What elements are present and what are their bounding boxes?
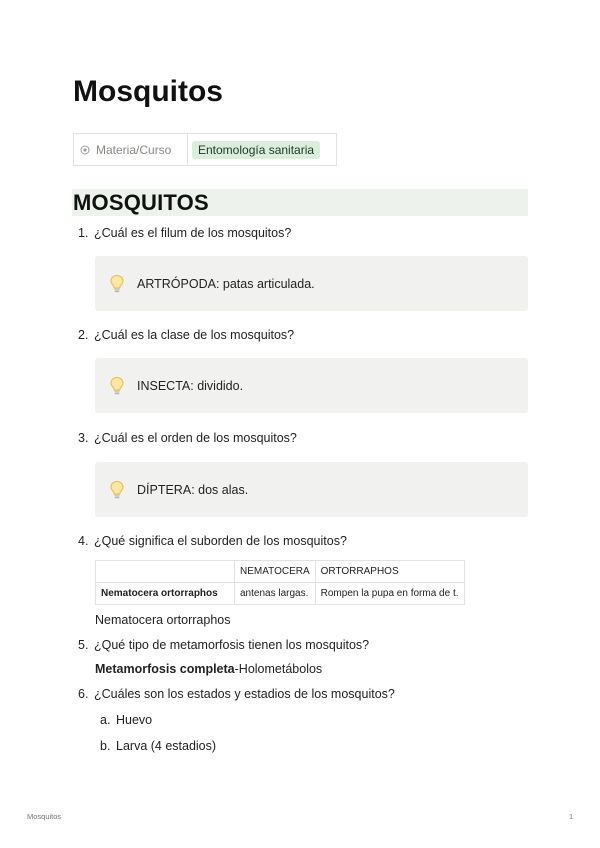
callout-term: DÍPTERA (137, 482, 192, 497)
table-row (96, 583, 465, 605)
list-number: 2. (78, 328, 89, 342)
callout-text (137, 379, 243, 393)
callout (95, 358, 528, 413)
list-number: 4. (78, 534, 89, 548)
subject-tag: Entomología sanitaria (192, 141, 320, 159)
property-key-label: Materia/Curso (96, 142, 172, 157)
sub-list-text: Huevo (116, 713, 153, 727)
lightbulb-icon (109, 376, 125, 396)
question-text: ¿Cuál es el filum de los mosquitos? (94, 226, 292, 240)
question-text: ¿Cuál es la clase de los mosquitos? (94, 328, 295, 342)
list-item (78, 533, 347, 549)
table-header-row (96, 561, 465, 583)
sub-list-letter: b. (100, 739, 111, 753)
property-row[interactable] (73, 133, 337, 166)
sub-list-text: Larva (4 estadios) (116, 739, 217, 753)
answer-rest: -Holometábolos (234, 662, 323, 676)
suborder-table (95, 560, 465, 605)
question-text: ¿Qué tipo de metamorfosis tienen los mosquitos? (94, 638, 370, 652)
section-heading: MOSQUITOS (72, 189, 528, 216)
callout (95, 256, 528, 311)
table-cell: Rompen la pupa en forma de t. (315, 583, 464, 605)
target-icon (80, 145, 90, 155)
table-header-cell: ORTORRAPHOS (315, 561, 464, 583)
list-number: 1. (78, 226, 89, 240)
list-number: 5. (78, 638, 89, 652)
list-item (78, 686, 395, 702)
property-key[interactable] (74, 134, 188, 165)
footer-title: Mosquitos (27, 812, 62, 821)
page-title: Mosquitos (73, 75, 223, 108)
list-item (78, 327, 294, 343)
question-text: ¿Qué significa el suborden de los mosquitos? (94, 534, 347, 548)
table-cell: antenas largas. (235, 583, 316, 605)
callout-text (137, 483, 248, 497)
question-text: ¿Cuál es el orden de los mosquitos? (94, 431, 297, 445)
question-text: ¿Cuáles son los estados y estadios de los mosquitos? (94, 687, 395, 701)
list-number: 3. (78, 431, 89, 445)
sub-list-item (100, 712, 152, 728)
lightbulb-icon (109, 480, 125, 500)
property-value[interactable] (188, 143, 320, 157)
list-item (78, 637, 369, 653)
callout-term: INSECTA (137, 378, 191, 393)
sub-list-item (100, 738, 216, 754)
table-row-header: Nematocera ortorraphos (96, 583, 235, 605)
answer-text: Nematocera ortorraphos (95, 613, 231, 627)
sub-list-letter: a. (100, 713, 111, 727)
lightbulb-icon (109, 274, 125, 294)
callout-definition: : dividido. (190, 378, 244, 393)
page-number: 1 (569, 812, 574, 821)
table-cell (96, 561, 235, 583)
list-item (78, 225, 291, 241)
callout-definition: : dos alas. (191, 482, 249, 497)
callout-term: ARTRÓPODA (137, 276, 216, 291)
answer-bold: Metamorfosis completa (95, 662, 235, 676)
table-header-cell: NEMATOCERA (235, 561, 316, 583)
list-item (78, 430, 297, 446)
list-number: 6. (78, 687, 89, 701)
answer-text (95, 661, 322, 677)
callout-text (137, 277, 315, 291)
callout-definition: : patas articulada. (215, 276, 315, 291)
callout (95, 462, 528, 517)
